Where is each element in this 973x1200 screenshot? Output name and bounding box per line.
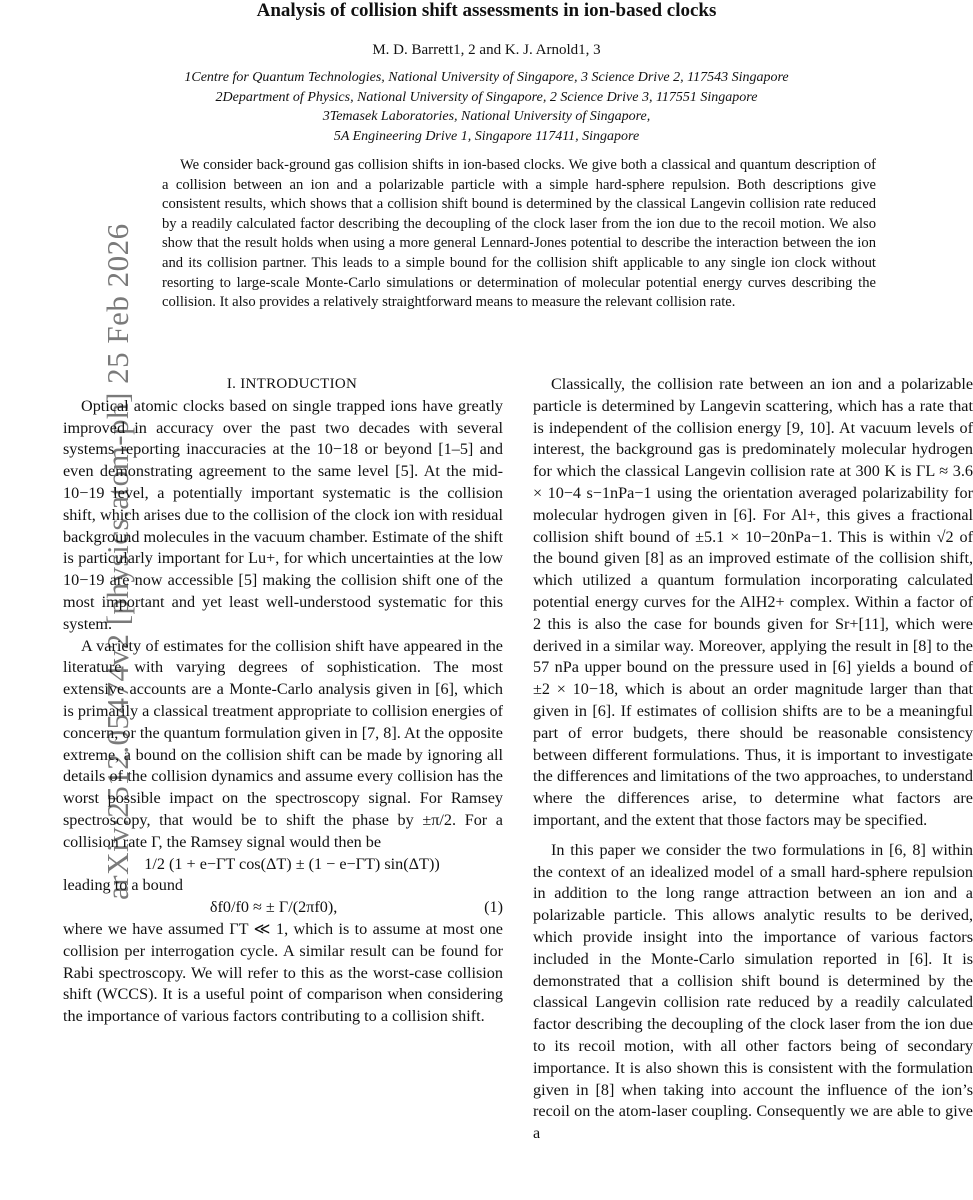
right-paragraph-1: Classically, the collision rate between an ion and a polarizable particle is determined by Langevin scattering, which has a rate that is independent of the collision energy [9, 10]. At vacuum levels of interest, the background gas is predominately molecular hydrogen for which the classical Langevin collision rate at 300 K is ΓL ≈ 3.6 × 10−4 s−1nPa−1 using the orientation averaged polarizability for molecular hydrogen given in [6]. For Al+, this gives a fractional collision shift bound of ±5.1 × 10−20nPa−1. This is within √2 of the bound given [8] as an improved estimate of the collision shift, which utilized a quantum formulation incorporating calculated potential energy curves for the AlH2+ complex. Within a factor of 2 this is also the case for bounds given for Sr+[11], which were derived in a similar way. Moreover, applying the result in [8] to the 57 nPa upper bound on the pressure used in [6] yields a bound of ±2 × 10−18, which is about an order magnitude larger than that given in [6]. If estimates of collision shifts are to be a meaningful part of error budgets, there should be reasonable consistency between different formulations. Thus, it is important to investigate the differences and limitations of the two approaches, to understand where the differences arise, to determine what factors are important, and the extent that those factors may be specified.	[533, 375, 973, 829]
affiliation-2: 2Department of Physics, National University of Singapore, 2 Science Drive 3, 117551 Singapore	[215, 89, 758, 105]
intro-paragraph-2: A variety of estimates for the collision shift have appeared in the literature with varying degrees of sophistication. The most extensive accounts are a Monte-Carlo analysis given in [6], which is primarily a classical treatment appropriate to collision energies of concern, or the quantum formulation given in [7, 8]. At the opposite extreme, a bound on the collision shift can be made by ignoring all details of the collision dynamics and assume every collision has the worst possible impact on the spectroscopy signal. For Ramsey spectroscopy, that would be to shift the phase by ±π/2. For a collision rate Γ, the Ramsey signal would then be	[63, 636, 503, 851]
equation-1	[63, 897, 503, 919]
right-column	[533, 374, 973, 1145]
right-paragraph-2: In this paper we consider the two formulations in [6, 8] within the context of an idealized model of a small hard-sphere repulsion in addition to the long range attraction between an ion and a polarizable particle. This allows analytic results to be derived, which provide insight into the importance of various factors included in the Monte-Carlo simulation reported in [6]. It is demonstrated that a collision shift bound is determined by the classical Langevin collision rate reduced by a readily calculated factor describing the decoupling of the clock laser from the ion due to its recoil motion, with all other factors being of secondary importance. It is also shown this is consistent with the formulation given in [8] when taking into account the influence of the ion’s recoil on the atom-laser coupling. Consequently we are able to give a	[533, 840, 973, 1143]
affiliation-3: 3Temasek Laboratories, National University of Singapore,	[322, 109, 651, 124]
intro-paragraph-4: where we have assumed ΓT ≪ 1, which is to assume at most one collision per interrogation cycle. A similar result can be found for Rabi spectroscopy. We will refer to this as the worst-case collision shift (WCCS). It is a useful point of comparison when considering the importance of various factors contributing to a collision shift.	[63, 919, 503, 1026]
affiliations	[0, 68, 973, 146]
abstract: We consider back-ground gas collision shifts in ion-based clocks. We give both a classical and quantum description of a collision between an ion and a polarizable particle with a simple hard-sphere repulsion. Both descriptions give consistent results, which shows that a collision shift bound is determined by the classical Langevin collision rate reduced by a readily calculated factor describing the decoupling of the clock laser from the ion due to the recoil motion. We also show that the result holds when using a more general Lennard-Jones potential to describe the interaction between the ion and its collision partner. This leads to a simple bound for the collision shift applicable to any single ion clock without resorting to large-scale Monte-Carlo simulations or determination of molecular potential energy curves describing the collision. It also provides a relatively straightforward means to measure the relevant collision rate.	[162, 157, 876, 311]
left-column	[63, 374, 503, 1028]
affiliation-1: 1Centre for Quantum Technologies, National University of Singapore, 3 Science Drive 2, 117543 Singapore	[184, 70, 789, 85]
equation-1-body: δf0/f0 ≈ ± Γ/(2πf0),	[209, 898, 338, 917]
equation-1-number: (1)	[484, 898, 503, 917]
section-heading-introduction: I. INTRODUCTION	[226, 376, 358, 392]
ramsey-signal-equation: 1/2 (1 + e−ΓT cos(ΔT) ± (1 − e−ΓT) sin(ΔT))	[144, 854, 440, 873]
paper-authors: M. D. Barrett1, 2 and K. J. Arnold1, 3	[372, 42, 601, 58]
intro-paragraph-3: leading to a bound	[63, 876, 184, 895]
intro-paragraph-1: Optical atomic clocks based on single trapped ions have greatly improved in accuracy over the past two decades with several systems reporting inaccuracies at the 10−18 or beyond [1–5] and even demonstrating agreement to the same level [5]. At the mid-10−19 level, a potentially important systematic is the collision shift, which arises due to the collision of the clock ion with residual background molecules in the vacuum chamber. Estimate of the shift is particularly important for Lu+, for which uncertainties at the low 10−19 are now accessible [5] making the collision shift one of the most important and yet least well-understood systematic for this system.	[63, 396, 503, 633]
affiliation-3-address: 5A Engineering Drive 1, Singapore 117411, Singapore	[333, 128, 640, 144]
paper-title: Analysis of collision shift assessments in ion-based clocks	[256, 0, 717, 21]
arxiv-sidebar-stamp: arXiv:2512.05474v2 [physics.atom-ph] 25 Feb 2026	[100, 223, 135, 900]
